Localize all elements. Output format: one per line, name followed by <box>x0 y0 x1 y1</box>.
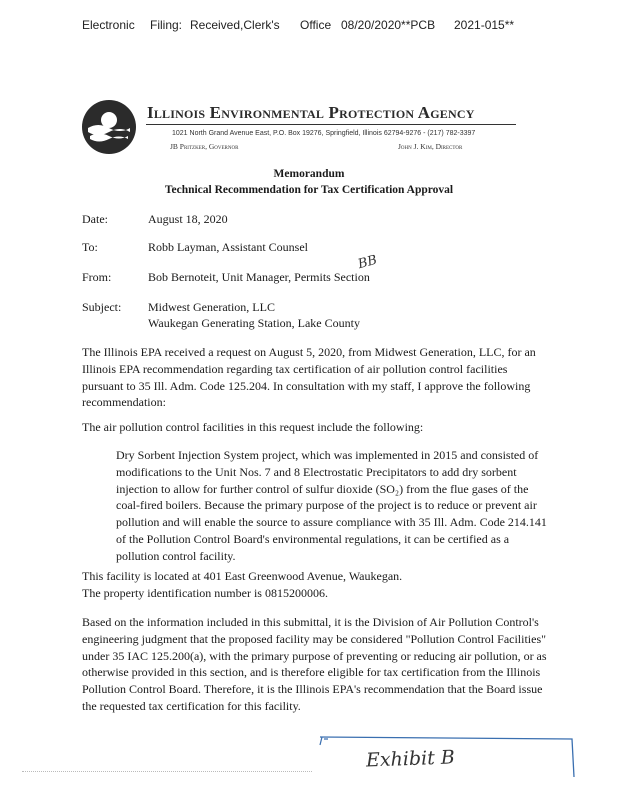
subject-line-2: Waukegan Generating Station, Lake County <box>148 316 360 330</box>
subject-line-1: Midwest Generation, LLC <box>148 300 275 314</box>
paragraph-line: recommendation: <box>82 395 166 410</box>
stamp-received: Received,Clerk's <box>190 18 280 32</box>
paragraph-line: pollution and will enable the source to assure compliance with 35 Ill. Adm. Code 214.141 <box>116 515 547 530</box>
director-name: John J. Kim, Director <box>398 142 463 151</box>
stamp-filing: Filing: <box>150 18 183 32</box>
subject-label: Subject: <box>82 300 122 314</box>
paragraph-line: pollution control facility. <box>116 548 236 563</box>
letterhead-divider <box>146 124 516 125</box>
exhibit-label: Exhibit B <box>365 746 456 772</box>
stamp-docket: 2021-015** <box>454 18 515 32</box>
stamp-office: Office <box>300 18 332 32</box>
paragraph-line: Illinois EPA recommendation regarding tax certification of air pollution control facilities <box>82 361 508 376</box>
agency-address: 1021 North Grand Avenue East, P.O. Box 19276, Springfield, Illinois 62794-9276 - (217) 782-3397 <box>172 130 476 137</box>
paragraph-line: coal-fired boilers. Because the primary purpose of the project is to reduce or prevent air <box>116 498 537 513</box>
to-label: To: <box>82 240 98 254</box>
scan-artifact-line <box>22 771 312 773</box>
to-value: Robb Layman, Assistant Counsel <box>148 240 308 254</box>
date-value: August 18, 2020 <box>148 212 228 226</box>
paragraph-line: injection to allow for further control of sulfur dioxide (SO₂) from the flue gases of the <box>116 481 529 496</box>
paragraph-line: pursuant to 35 Ill. Adm. Code 125.204. In consultation with my staff, I approve the following <box>82 378 531 393</box>
facility-location <box>82 568 402 602</box>
paragraph-line: Based on the information included in this submittal, it is the Division of Air Pollution Control's <box>82 615 539 629</box>
agency-name: Illinois Environmental Protection Agency <box>147 103 475 122</box>
memo-subheading: Technical Recommendation for Tax Certification Approval <box>164 184 454 196</box>
facilities-intro: The air pollution control facilities in this request include the following: <box>82 420 424 434</box>
paragraph-line: engineering judgment that the proposed facility may be considered "Pollution Control Facilities" <box>82 631 547 646</box>
illinois-epa-logo <box>80 98 138 156</box>
paragraph-line: of the Pollution Control Board's environmental regulations, it can be certified as a <box>116 531 510 546</box>
intro-paragraph <box>82 344 536 411</box>
recommendation-paragraph <box>82 614 547 715</box>
stamp-date: 08/20/2020**PCB <box>341 18 436 32</box>
paragraph-line: Dry Sorbent Injection System project, which was implemented in 2015 and consisted of <box>116 448 539 462</box>
paragraph-line: Pollution Control Board. Therefore, it is the Illinois EPA's recommendation that the Board issue <box>82 682 543 697</box>
paragraph-line: under 35 IAC 125.200(a), with the primary purpose of preventing or reducing air pollution, or as <box>82 648 547 663</box>
from-label: From: <box>82 270 112 284</box>
from-value: Bob Bernoteit, Unit Manager, Permits Section <box>148 270 370 284</box>
location-line: This facility is located at 401 East Greenwood Avenue, Waukegan. <box>82 569 403 583</box>
paragraph-line: The Illinois EPA received a request on August 5, 2020, from Midwest Generation, LLC, for an <box>82 345 536 359</box>
governor-name: JB Pritzker, Governor <box>170 142 239 151</box>
date-label: Date: <box>82 212 108 226</box>
pin-line: The property identification number is 0815200006. <box>82 585 328 600</box>
paragraph-line: modifications to the Unit Nos. 7 and 8 Electrostatic Precipitators to add dry sorbent <box>116 464 517 479</box>
handwritten-initials: BB <box>356 252 379 273</box>
facility-description <box>116 447 547 565</box>
stamp-electronic: Electronic <box>82 18 135 32</box>
paragraph-line: otherwise provided in this section, and is therefore eligible for tax certification from the Illinois <box>82 665 541 680</box>
paragraph-line: the requested tax certification for this facility. <box>82 698 301 713</box>
memo-heading: Memorandum <box>273 168 345 180</box>
